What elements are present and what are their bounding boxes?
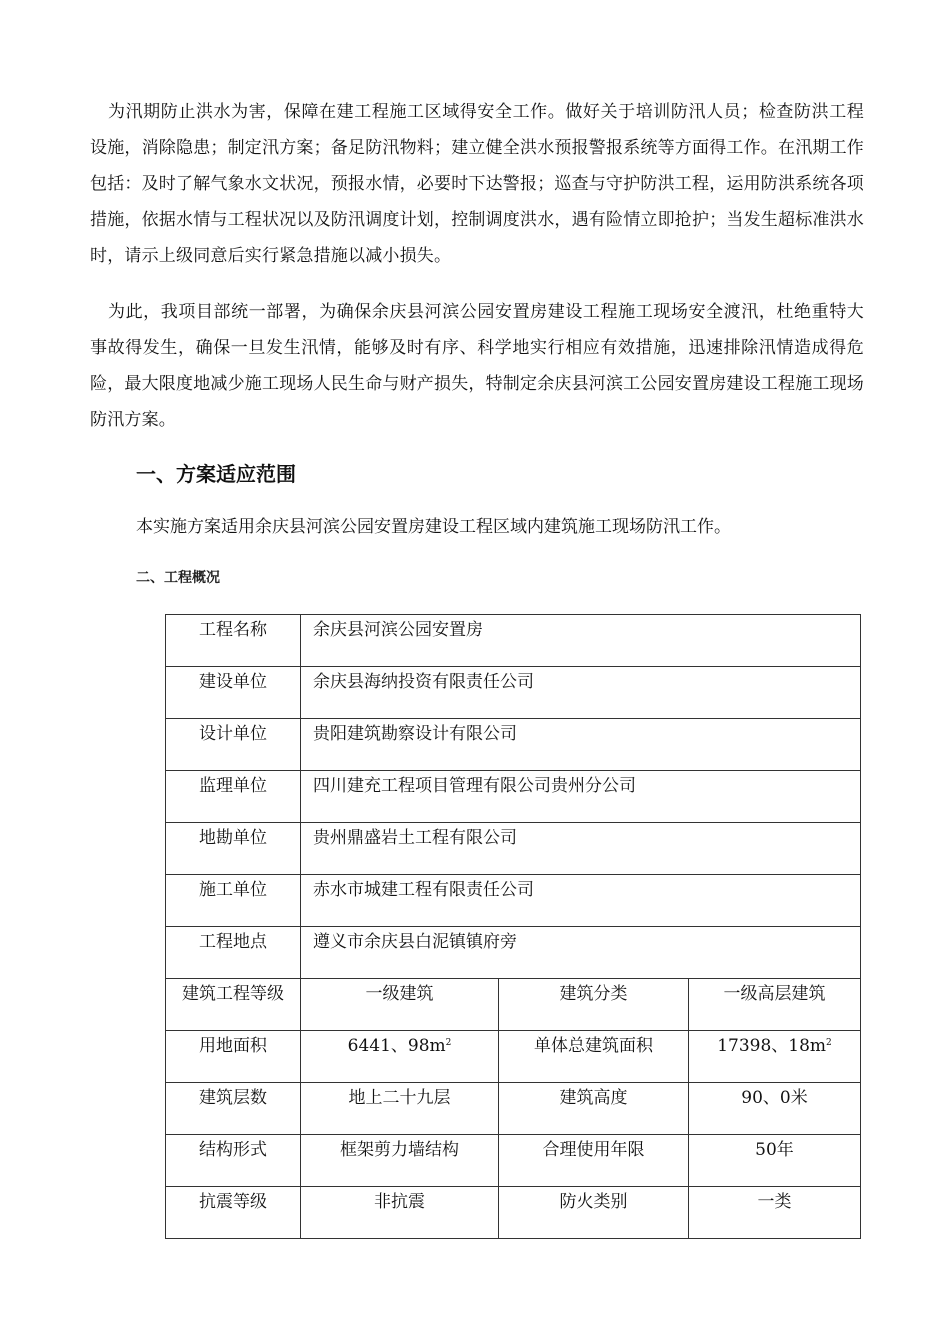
section-heading-overview: 二、工程概况 [136, 570, 220, 586]
table-row [166, 875, 861, 927]
cell-value [301, 979, 499, 1031]
cell-text: 非抗震 [374, 1192, 425, 1212]
cell-label: 结构形式 [166, 1135, 301, 1187]
cell-label: 工程地点 [166, 927, 301, 979]
cell-value [301, 1083, 499, 1135]
cell-value [301, 1135, 499, 1187]
table-row [166, 667, 861, 719]
cell-label: 用地面积 [166, 1031, 301, 1083]
cell-text: 90、0米 [741, 1088, 808, 1108]
table-row [166, 979, 861, 1031]
cell-label: 抗震等级 [166, 1187, 301, 1239]
cell-text: 一级高层建筑 [723, 984, 826, 1004]
cell-superscript: 2 [445, 1038, 452, 1048]
cell-text: 一级建筑 [365, 984, 434, 1004]
cell-label: 单体总建筑面积 [499, 1031, 689, 1083]
cell-label: 地勘单位 [166, 823, 301, 875]
cell-value [689, 979, 861, 1031]
project-overview-table [165, 614, 861, 1239]
cell-label: 工程名称 [166, 615, 301, 667]
cell-text: 地上二十九层 [348, 1088, 451, 1108]
cell-value: 赤水市城建工程有限责任公司 [301, 875, 861, 927]
table-row [166, 1031, 861, 1083]
cell-value: 贵阳建筑勘察设计有限公司 [301, 719, 861, 771]
table-row [166, 1187, 861, 1239]
cell-value: 遵义市余庆县白泥镇镇府旁 [301, 927, 861, 979]
cell-value: 余庆县河滨公园安置房 [301, 615, 861, 667]
cell-value [689, 1187, 861, 1239]
cell-text: 17398、18m [717, 1036, 827, 1056]
cell-label: 建筑分类 [499, 979, 689, 1031]
table-row [166, 1135, 861, 1187]
cell-label: 设计单位 [166, 719, 301, 771]
cell-value: 余庆县海纳投资有限责任公司 [301, 667, 861, 719]
table-row [166, 719, 861, 771]
table-row [166, 615, 861, 667]
cell-label: 建筑层数 [166, 1083, 301, 1135]
cell-value: 四川建充工程项目管理有限公司贵州分公司 [301, 771, 861, 823]
cell-label: 防火类别 [499, 1187, 689, 1239]
cell-label: 施工单位 [166, 875, 301, 927]
scope-paragraph: 本实施方案适用余庆县河滨公园安置房建设工程区域内建筑施工现场防汛工作。 [136, 517, 731, 537]
cell-label: 建设单位 [166, 667, 301, 719]
section-heading-scope: 一、方案适应范围 [136, 462, 296, 486]
cell-text: 50年 [755, 1140, 794, 1160]
table-row [166, 1083, 861, 1135]
purpose-paragraph: 为此，我项目部统一部署，为确保余庆县河滨公园安置房建设工程施工现场安全渡汛，杜绝重特大事故得发生，确保一旦发生汛情，能够及时有序、科学地实行相应有效措施，迅速排除汛情造成得危险，最大限度地减少施工现场人民生命与财产损失，特制定余庆县河滨工公园安置房建设工程施工现场防汛方案。 [90, 302, 864, 430]
cell-label: 建筑工程等级 [166, 979, 301, 1031]
cell-value [689, 1083, 861, 1135]
cell-label: 合理使用年限 [499, 1135, 689, 1187]
cell-label: 监理单位 [166, 771, 301, 823]
cell-value [301, 1187, 499, 1239]
cell-value: 贵州鼎盛岩土工程有限公司 [301, 823, 861, 875]
cell-superscript: 2 [826, 1038, 832, 1048]
cell-text: 一类 [757, 1192, 792, 1212]
cell-text: 6441、98m [347, 1036, 446, 1056]
table-row [166, 771, 861, 823]
cell-text: 框架剪力墙结构 [340, 1140, 459, 1160]
cell-value [689, 1031, 861, 1083]
cell-value [689, 1135, 861, 1187]
cell-value [301, 1031, 499, 1083]
cell-label: 建筑高度 [499, 1083, 689, 1135]
intro-paragraph: 为汛期防止洪水为害，保障在建工程施工区域得安全工作。做好关于培训防汛人员；检查防洪工程设施，消除隐患；制定汛方案；备足防汛物料；建立健全洪水预报警报系统等方面得工作。在汛期工作包括：及时了解气象水文状况，预报水情，必要时下达警报；巡查与守护防洪工程，运用防洪系统各项措施，依据水情与工程状况以及防汛调度计划，控制调度洪水，遇有险情立即抢护；当发生超标准洪水时，请示上级同意后实行紧急措施以减小损失。 [90, 102, 864, 266]
table-row [166, 927, 861, 979]
table-row [166, 823, 861, 875]
